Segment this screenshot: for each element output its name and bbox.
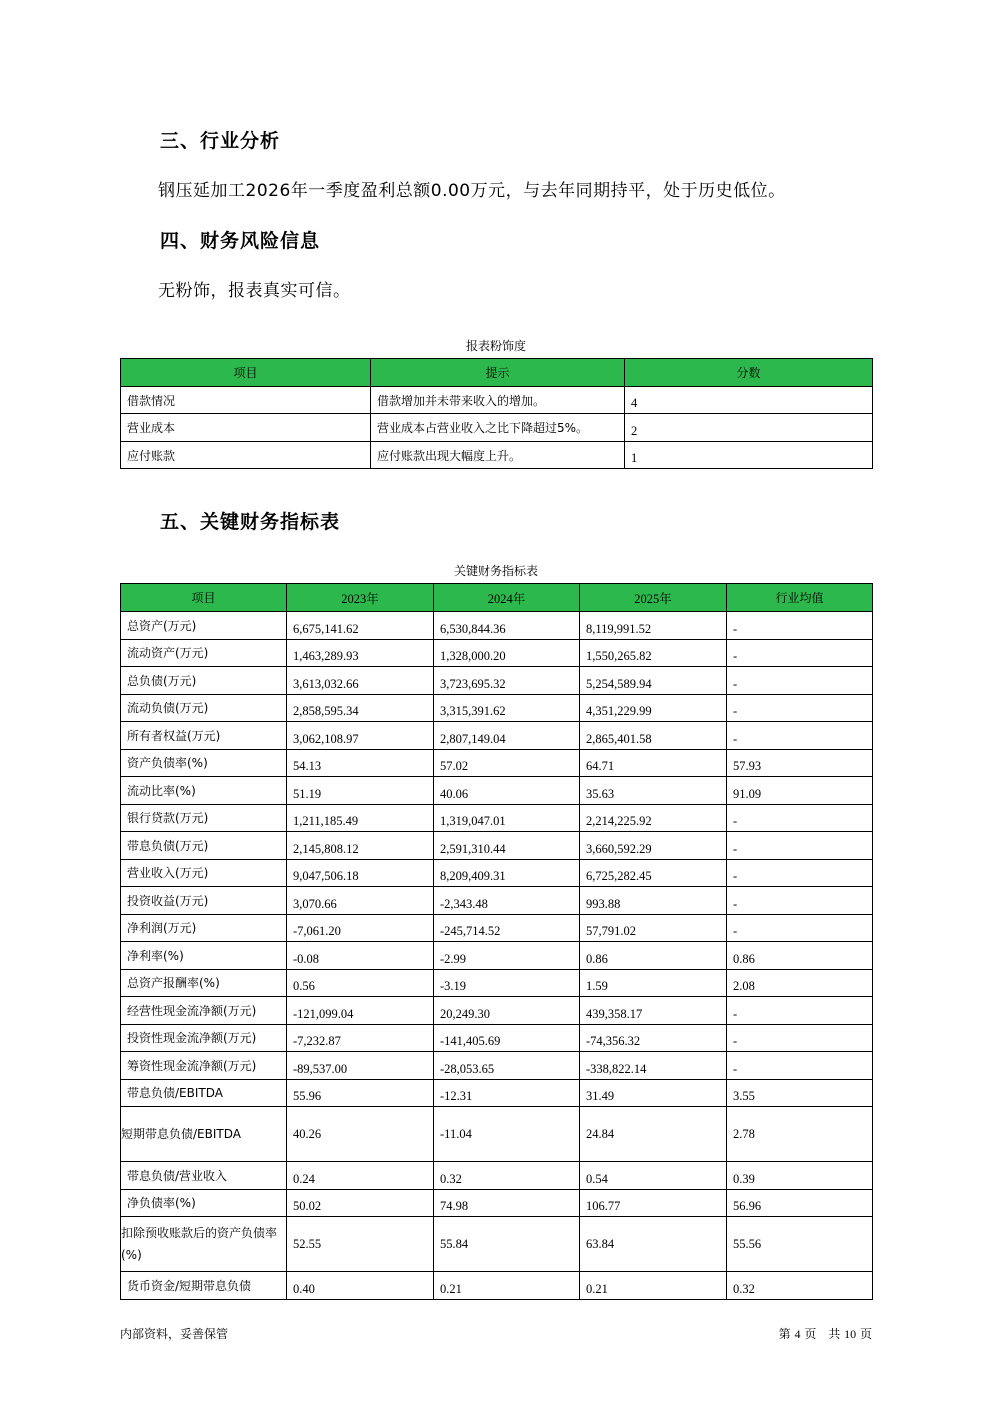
table-cell: 2.08 — [727, 969, 873, 997]
table-cell: 57.02 — [434, 749, 580, 777]
table-row — [121, 914, 873, 942]
table-cell: 借款增加并未带来收入的增加。 — [371, 387, 625, 414]
table-cell: - — [727, 667, 873, 695]
table-cell: 0.56 — [287, 969, 434, 997]
table-cell: 31.49 — [580, 1079, 727, 1107]
table-row — [121, 749, 873, 777]
table-cell: 2,591,310.44 — [434, 832, 580, 860]
table-cell: 56.96 — [727, 1189, 873, 1217]
table-row — [121, 1024, 873, 1052]
table-cell: 1,550,265.82 — [580, 639, 727, 667]
table-cell: 74.98 — [434, 1189, 580, 1217]
table-cell: 0.21 — [434, 1272, 580, 1300]
whitewash-table — [120, 358, 873, 469]
table-row — [121, 887, 873, 915]
column-header: 分数 — [625, 359, 873, 387]
table-cell: 总资产(万元) — [121, 612, 287, 640]
table-cell: 1,463,289.93 — [287, 639, 434, 667]
table-cell: 营业成本占营业收入之比下降超过5%。 — [371, 414, 625, 442]
table-cell: 0.32 — [727, 1272, 873, 1300]
table-row — [121, 667, 873, 695]
table-cell: 总资产报酬率(%) — [121, 969, 287, 997]
table-cell: 3,660,592.29 — [580, 832, 727, 860]
table-cell: 应付账款出现大幅度上升。 — [371, 442, 625, 469]
table-cell: 0.24 — [287, 1162, 434, 1190]
table-cell: 0.21 — [580, 1272, 727, 1300]
table-cell: 所有者权益(万元) — [121, 722, 287, 750]
table-row — [121, 612, 873, 640]
table-cell: 993.88 — [580, 887, 727, 915]
table-cell: 6,675,141.62 — [287, 612, 434, 640]
table-cell: 1.59 — [580, 969, 727, 997]
table-cell: 40.26 — [287, 1107, 434, 1162]
table-cell: 9,047,506.18 — [287, 859, 434, 887]
table-cell: 4,351,229.99 — [580, 694, 727, 722]
table-cell: 1,328,000.20 — [434, 639, 580, 667]
table-cell: 0.39 — [727, 1162, 873, 1190]
table-cell: 净利率(%) — [121, 942, 287, 970]
table-cell: 20,249.30 — [434, 997, 580, 1025]
page-current: 4 — [794, 1327, 801, 1341]
table-cell: 64.71 — [580, 749, 727, 777]
table-cell: -3.19 — [434, 969, 580, 997]
column-header: 2024年 — [434, 584, 580, 612]
table-cell: 6,530,844.36 — [434, 612, 580, 640]
column-header: 行业均值 — [727, 584, 873, 612]
table-cell: -0.08 — [287, 942, 434, 970]
table-cell: - — [727, 694, 873, 722]
table-cell: 91.09 — [727, 777, 873, 805]
table-row — [121, 1107, 873, 1162]
table-cell: 1 — [625, 442, 873, 469]
table-row — [121, 832, 873, 860]
table-cell: 1,319,047.01 — [434, 804, 580, 832]
table-cell: 54.13 — [287, 749, 434, 777]
table-cell: 3,315,391.62 — [434, 694, 580, 722]
table-cell: 2.78 — [727, 1107, 873, 1162]
section-3-heading: 三、行业分析 — [160, 130, 281, 152]
table-2-caption: 关键财务指标表 — [453, 564, 538, 578]
table-cell: 营业收入(万元) — [121, 859, 287, 887]
table-cell: 51.19 — [287, 777, 434, 805]
table-cell: 57,791.02 — [580, 914, 727, 942]
table-row — [121, 804, 873, 832]
table-cell: 流动资产(万元) — [121, 639, 287, 667]
table-cell: 55.96 — [287, 1079, 434, 1107]
table-cell: 净负债率(%) — [121, 1189, 287, 1217]
table-cell: 57.93 — [727, 749, 873, 777]
table-cell: - — [727, 639, 873, 667]
table-row — [121, 1272, 873, 1300]
table-cell: 5,254,589.94 — [580, 667, 727, 695]
table-cell: 3,723,695.32 — [434, 667, 580, 695]
footer-page-number — [779, 1325, 872, 1342]
table-row — [121, 722, 873, 750]
table-row — [121, 969, 873, 997]
table-cell: -121,099.04 — [287, 997, 434, 1025]
table-cell: 短期带息负债/EBITDA — [121, 1107, 287, 1162]
table-cell: - — [727, 997, 873, 1025]
table-cell: - — [727, 1024, 873, 1052]
page-prefix: 第 — [778, 1327, 791, 1341]
section-3-text: 钢压延加工2026年一季度盈利总额0.00万元，与去年同期持平，处于历史低位。 — [158, 181, 786, 201]
section-5-heading: 五、关键财务指标表 — [160, 511, 341, 533]
table-cell: -245,714.52 — [434, 914, 580, 942]
table-cell: -338,822.14 — [580, 1052, 727, 1080]
table-cell: 0.86 — [580, 942, 727, 970]
table-cell: 35.63 — [580, 777, 727, 805]
table-cell: 55.84 — [434, 1217, 580, 1272]
table-cell: - — [727, 859, 873, 887]
table-cell: -28,053.65 — [434, 1052, 580, 1080]
table-row — [121, 942, 873, 970]
table-cell: 0.54 — [580, 1162, 727, 1190]
table-cell: 8,209,409.31 — [434, 859, 580, 887]
footer-confidential: 内部资料，妥善保管 — [120, 1327, 229, 1341]
table-header-row — [121, 584, 873, 612]
key-financial-indicators-table — [120, 583, 873, 1300]
table-cell: 2,858,595.34 — [287, 694, 434, 722]
table-cell: 50.02 — [287, 1189, 434, 1217]
table-cell: - — [727, 612, 873, 640]
table-cell: 1,211,185.49 — [287, 804, 434, 832]
table-cell: - — [727, 887, 873, 915]
page-total: 10 — [844, 1327, 857, 1341]
table-cell: 8,119,991.52 — [580, 612, 727, 640]
table-cell: 扣除预收账款后的资产负债率(%) — [121, 1217, 287, 1272]
table-cell: 净利润(万元) — [121, 914, 287, 942]
page-mid: 页 共 — [804, 1327, 841, 1341]
table-cell: - — [727, 832, 873, 860]
table-cell: -7,061.20 — [287, 914, 434, 942]
table-row — [121, 414, 873, 442]
table-cell: 6,725,282.45 — [580, 859, 727, 887]
table-cell: -12.31 — [434, 1079, 580, 1107]
table-row — [121, 442, 873, 469]
column-header: 项目 — [121, 359, 371, 387]
table-cell: 筹资性现金流净额(万元) — [121, 1052, 287, 1080]
section-4-heading: 四、财务风险信息 — [160, 230, 321, 252]
table-cell: - — [727, 1052, 873, 1080]
table-cell: -11.04 — [434, 1107, 580, 1162]
table-cell: -141,405.69 — [434, 1024, 580, 1052]
table-row — [121, 639, 873, 667]
table-cell: 55.56 — [727, 1217, 873, 1272]
table-cell: 3.55 — [727, 1079, 873, 1107]
table-row — [121, 1162, 873, 1190]
table-cell: 52.55 — [287, 1217, 434, 1272]
table-cell: 带息负债/EBITDA — [121, 1079, 287, 1107]
table-cell: 投资性现金流净额(万元) — [121, 1024, 287, 1052]
table-row — [121, 387, 873, 414]
table-cell: 2,865,401.58 — [580, 722, 727, 750]
table-cell: 2,807,149.04 — [434, 722, 580, 750]
table-row — [121, 1079, 873, 1107]
table-cell: 4 — [625, 387, 873, 414]
table-cell: 流动负债(万元) — [121, 694, 287, 722]
table-cell: 营业成本 — [121, 414, 371, 442]
table-cell: - — [727, 914, 873, 942]
table-row — [121, 1189, 873, 1217]
table-row — [121, 1052, 873, 1080]
section-4-text: 无粉饰，报表真实可信。 — [158, 281, 351, 301]
table-cell: 2 — [625, 414, 873, 442]
table-cell: 带息负债(万元) — [121, 832, 287, 860]
table-cell: 带息负债/营业收入 — [121, 1162, 287, 1190]
table-cell: 货币资金/短期带息负债 — [121, 1272, 287, 1300]
table-cell: - — [727, 804, 873, 832]
table-cell: -89,537.00 — [287, 1052, 434, 1080]
table-cell: 流动比率(%) — [121, 777, 287, 805]
table-row — [121, 1217, 873, 1272]
table-cell: 投资收益(万元) — [121, 887, 287, 915]
table-row — [121, 859, 873, 887]
table-row — [121, 777, 873, 805]
table-cell: -2.99 — [434, 942, 580, 970]
table-cell: 3,062,108.97 — [287, 722, 434, 750]
table-cell: 439,358.17 — [580, 997, 727, 1025]
table-cell: 0.86 — [727, 942, 873, 970]
table-row — [121, 997, 873, 1025]
table-cell: 0.40 — [287, 1272, 434, 1300]
table-cell: 24.84 — [580, 1107, 727, 1162]
column-header: 项目 — [121, 584, 287, 612]
table-cell: 银行贷款(万元) — [121, 804, 287, 832]
column-header: 2023年 — [287, 584, 434, 612]
table-cell: 3,613,032.66 — [287, 667, 434, 695]
table-1-caption: 报表粉饰度 — [465, 339, 526, 353]
column-header: 2025年 — [580, 584, 727, 612]
table-cell: 3,070.66 — [287, 887, 434, 915]
table-cell: - — [727, 722, 873, 750]
table-cell: 应付账款 — [121, 442, 371, 469]
table-cell: 40.06 — [434, 777, 580, 805]
table-cell: -74,356.32 — [580, 1024, 727, 1052]
table-cell: 2,214,225.92 — [580, 804, 727, 832]
table-cell: 借款情况 — [121, 387, 371, 414]
page-suffix: 页 — [859, 1327, 872, 1341]
table-cell: 63.84 — [580, 1217, 727, 1272]
column-header: 提示 — [371, 359, 625, 387]
table-header-row — [121, 359, 873, 387]
table-cell: 资产负债率(%) — [121, 749, 287, 777]
table-cell: 0.32 — [434, 1162, 580, 1190]
table-cell: 106.77 — [580, 1189, 727, 1217]
table-cell: -2,343.48 — [434, 887, 580, 915]
table-row — [121, 694, 873, 722]
table-cell: 总负债(万元) — [121, 667, 287, 695]
table-cell: 2,145,808.12 — [287, 832, 434, 860]
table-cell: 经营性现金流净额(万元) — [121, 997, 287, 1025]
table-cell: -7,232.87 — [287, 1024, 434, 1052]
